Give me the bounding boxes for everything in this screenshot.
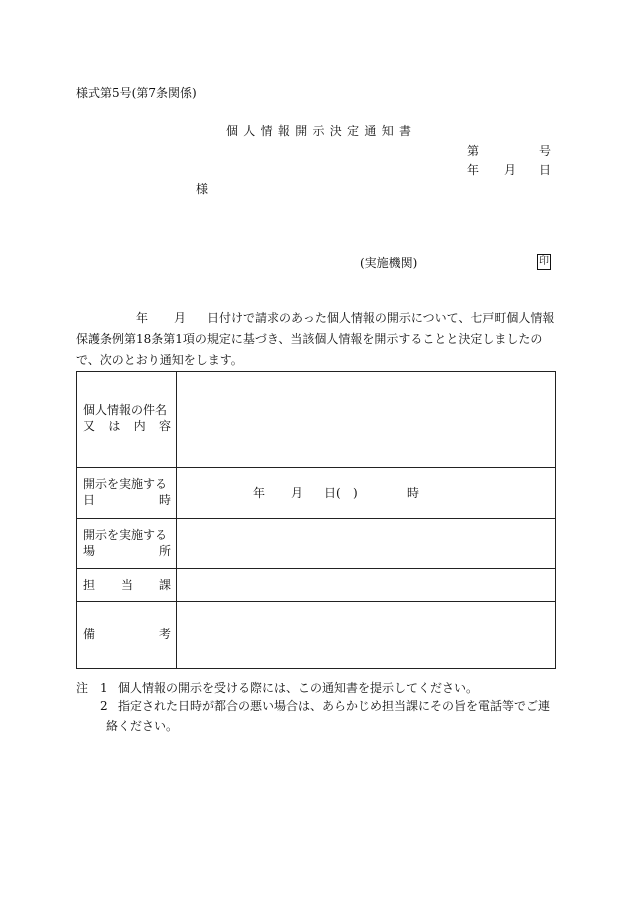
form-number: 様式第5号(第7条関係) bbox=[76, 86, 197, 100]
body-month-label: 月 bbox=[174, 311, 187, 325]
note-2-number: 2 bbox=[100, 699, 108, 713]
number-suffix: 号 bbox=[539, 144, 552, 158]
body-year-label: 年 bbox=[136, 311, 149, 325]
row-item-name-label bbox=[83, 402, 171, 434]
addressee-suffix: 様 bbox=[196, 182, 209, 196]
label-char: 時 bbox=[158, 493, 171, 507]
label-char: 場 bbox=[83, 544, 96, 558]
note-1-number: 1 bbox=[100, 681, 108, 695]
note-2-text: 指定された日時が都合の悪い場合は、あらかじめ担当課にその旨を電話等でご連 bbox=[118, 699, 551, 713]
row-divider bbox=[77, 568, 555, 569]
label-char: 備 bbox=[83, 627, 96, 641]
date-day-label: 日 bbox=[539, 163, 552, 177]
label-char: 課 bbox=[158, 578, 171, 592]
label-char: 日 bbox=[83, 493, 96, 507]
body-line-1: 日付けで請求のあった個人情報の開示について、七戸町個人情報 bbox=[207, 311, 555, 325]
table-divider bbox=[176, 372, 177, 668]
body-line-3: で、次のとおり通知をします。 bbox=[76, 353, 243, 367]
datetime-year: 年 bbox=[253, 486, 266, 500]
label-char: 当 bbox=[120, 578, 133, 592]
datetime-month: 月 bbox=[291, 486, 304, 500]
notes-prefix: 注 bbox=[76, 681, 89, 695]
document-title: 個人情報開示決定通知書 bbox=[226, 124, 417, 138]
datetime-day: 日( bbox=[324, 486, 341, 500]
label-char: 担 bbox=[83, 578, 96, 592]
note-1-text: 個人情報の開示を受ける際には、この通知書を提示してください。 bbox=[118, 681, 479, 695]
row-datetime-label bbox=[83, 476, 171, 508]
datetime-close-paren: ) bbox=[353, 486, 358, 500]
row-place-label bbox=[83, 527, 171, 559]
label-char: 考 bbox=[158, 627, 171, 641]
row-department-label bbox=[83, 577, 171, 593]
info-table bbox=[76, 371, 556, 669]
label-char: 又 bbox=[83, 419, 96, 433]
date-month-label: 月 bbox=[504, 163, 517, 177]
row-remarks-label bbox=[83, 626, 171, 642]
datetime-hour: 時 bbox=[407, 486, 420, 500]
label-char: 内 bbox=[133, 419, 146, 433]
label-char: 所 bbox=[158, 544, 171, 558]
row-place-line1: 開示を実施する bbox=[83, 528, 168, 542]
label-char: 容 bbox=[158, 419, 171, 433]
row-item-name-line1: 個人情報の件名 bbox=[83, 403, 168, 417]
number-prefix: 第 bbox=[467, 144, 480, 158]
body-line-2: 保護条例第18条第1項の規定に基づき、当該個人情報を開示することと決定しましたの bbox=[76, 332, 543, 346]
row-divider bbox=[77, 467, 555, 468]
seal-mark: 印 bbox=[537, 254, 551, 270]
note-2-continuation: 絡ください。 bbox=[106, 719, 179, 733]
row-datetime-line1: 開示を実施する bbox=[83, 477, 168, 491]
label-char: は bbox=[108, 419, 121, 433]
row-divider bbox=[77, 601, 555, 602]
date-year-label: 年 bbox=[467, 163, 480, 177]
row-divider bbox=[77, 518, 555, 519]
agency-label: (実施機関) bbox=[360, 256, 418, 270]
